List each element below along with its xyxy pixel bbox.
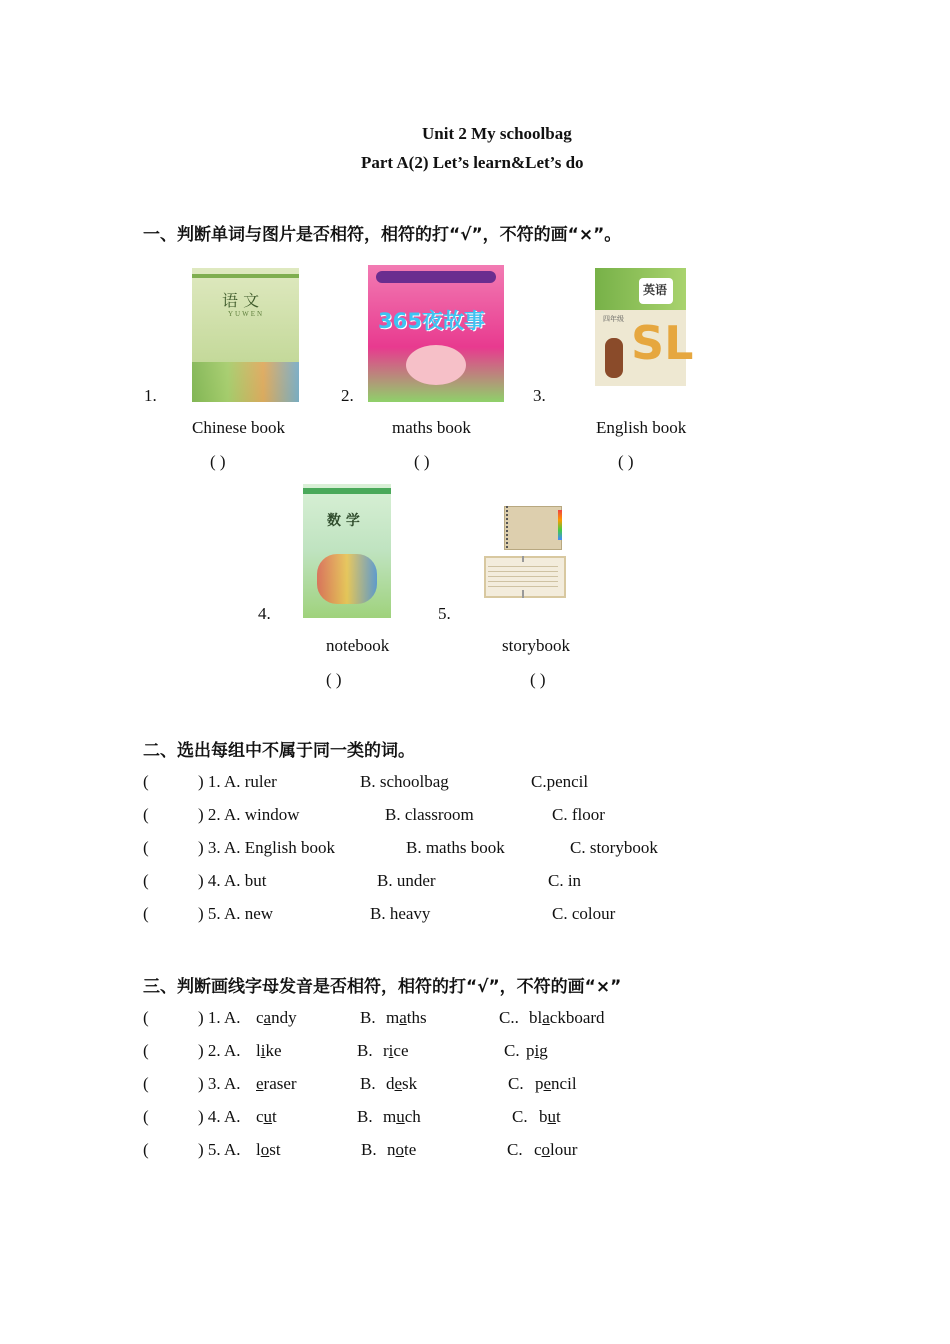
option-a-prefix: ) 4. A. (198, 1107, 241, 1126)
answer-paren[interactable]: ( (143, 772, 149, 791)
unit-title: Unit 2 My schoolbag (422, 124, 572, 143)
item5-answer-blank[interactable]: ( ) (530, 670, 546, 689)
option-c: C. colour (552, 904, 616, 923)
item4-word: notebook (326, 636, 390, 655)
item3-number: 3. (533, 386, 546, 405)
chinese-book-image (192, 268, 299, 402)
option-b-word: rice (383, 1041, 409, 1060)
item3-word: English book (596, 418, 687, 437)
option-c: C. in (548, 871, 582, 890)
option-c-prefix: C. (508, 1074, 524, 1093)
section2-heading: 二、选出每组中不属于同一类的词。 (143, 741, 415, 761)
option-a: ) 4. A. but (198, 871, 267, 890)
option-c-word: blackboard (529, 1008, 605, 1027)
answer-paren[interactable]: ( (143, 805, 149, 824)
section1-heading: 一、判断单词与图片是否相符，相符的打“√”，不符的画“×”。 (143, 225, 622, 245)
item2-answer-blank[interactable]: ( ) (414, 452, 430, 471)
item4-number: 4. (258, 604, 271, 623)
item2-word: maths book (392, 418, 471, 437)
answer-paren[interactable]: ( (143, 904, 149, 923)
option-b: B. schoolbag (360, 772, 449, 791)
part-title: Part A(2) Let’s learn&Let’s do (361, 153, 584, 172)
item1-number: 1. (144, 386, 157, 405)
option-b-word: much (383, 1107, 421, 1126)
answer-paren[interactable]: ( (143, 1041, 149, 1060)
option-b: B. heavy (370, 904, 431, 923)
option-c-prefix: C. (507, 1140, 523, 1159)
option-b-prefix: B. (360, 1074, 376, 1093)
item5-word: storybook (502, 636, 570, 655)
option-c-word: colour (534, 1140, 578, 1159)
option-b: B. under (377, 871, 436, 890)
english-book-image: 英语 四年级 SL (595, 268, 686, 386)
answer-paren[interactable]: ( (143, 1008, 149, 1027)
item1-word: Chinese book (192, 418, 286, 437)
option-b-word: maths (386, 1008, 427, 1027)
option-a-word: like (256, 1041, 282, 1060)
answer-paren[interactable]: ( (143, 1074, 149, 1093)
option-c-prefix: C.. (499, 1008, 519, 1027)
option-a-word: lost (256, 1140, 281, 1159)
answer-paren[interactable]: ( (143, 1107, 149, 1126)
maths-book-image (303, 484, 391, 618)
option-a-word: eraser (256, 1074, 297, 1093)
item2-number: 2. (341, 386, 354, 405)
option-c-prefix: C. (504, 1041, 520, 1060)
cover-title: 365夜故事 (378, 309, 485, 333)
option-b: B. maths book (406, 838, 505, 857)
story-book-image (368, 265, 504, 402)
option-a-prefix: ) 3. A. (198, 1074, 241, 1093)
option-c-prefix: C. (512, 1107, 528, 1126)
option-b-prefix: B. (360, 1008, 376, 1027)
option-c-word: pig (526, 1041, 548, 1060)
option-b-prefix: B. (361, 1140, 377, 1159)
option-b-word: note (387, 1140, 417, 1159)
option-a-word: cut (256, 1107, 277, 1126)
item5-number: 5. (438, 604, 451, 623)
option-a-prefix: ) 2. A. (198, 1041, 241, 1060)
option-b: B. classroom (385, 805, 474, 824)
cover-grade: 四年级 (603, 315, 624, 323)
option-c-word: but (539, 1107, 561, 1126)
option-a-prefix: ) 1. A. (198, 1008, 241, 1027)
option-a-word: candy (256, 1008, 297, 1027)
option-a: ) 1. A. ruler (198, 772, 277, 791)
option-b-prefix: B. (357, 1041, 373, 1060)
cover-title: 英语 (643, 283, 668, 297)
answer-paren[interactable]: ( (143, 838, 149, 857)
answer-paren[interactable]: ( (143, 871, 149, 890)
cover-subtitle: YUWEN (228, 310, 265, 318)
option-a: ) 3. A. English book (198, 838, 335, 857)
option-c-word: pencil (535, 1074, 577, 1093)
section3-heading: 三、判断画线字母发音是否相符，相符的打“√”，不符的画“×” (143, 977, 622, 997)
notebook-image (462, 496, 590, 616)
option-b-prefix: B. (357, 1107, 373, 1126)
option-c: C.pencil (531, 772, 589, 791)
answer-paren[interactable]: ( (143, 1140, 149, 1159)
option-a: ) 2. A. window (198, 805, 300, 824)
option-c: C. floor (552, 805, 605, 824)
item1-answer-blank[interactable]: ( ) (210, 452, 226, 471)
option-b-word: desk (386, 1074, 418, 1093)
item4-answer-blank[interactable]: ( ) (326, 670, 342, 689)
cover-title: 语 文 (222, 291, 260, 310)
option-a: ) 5. A. new (198, 904, 274, 923)
cover-title: 数 学 (327, 513, 360, 529)
option-a-prefix: ) 5. A. (198, 1140, 241, 1159)
item3-answer-blank[interactable]: ( ) (618, 452, 634, 471)
option-c: C. storybook (570, 838, 658, 857)
